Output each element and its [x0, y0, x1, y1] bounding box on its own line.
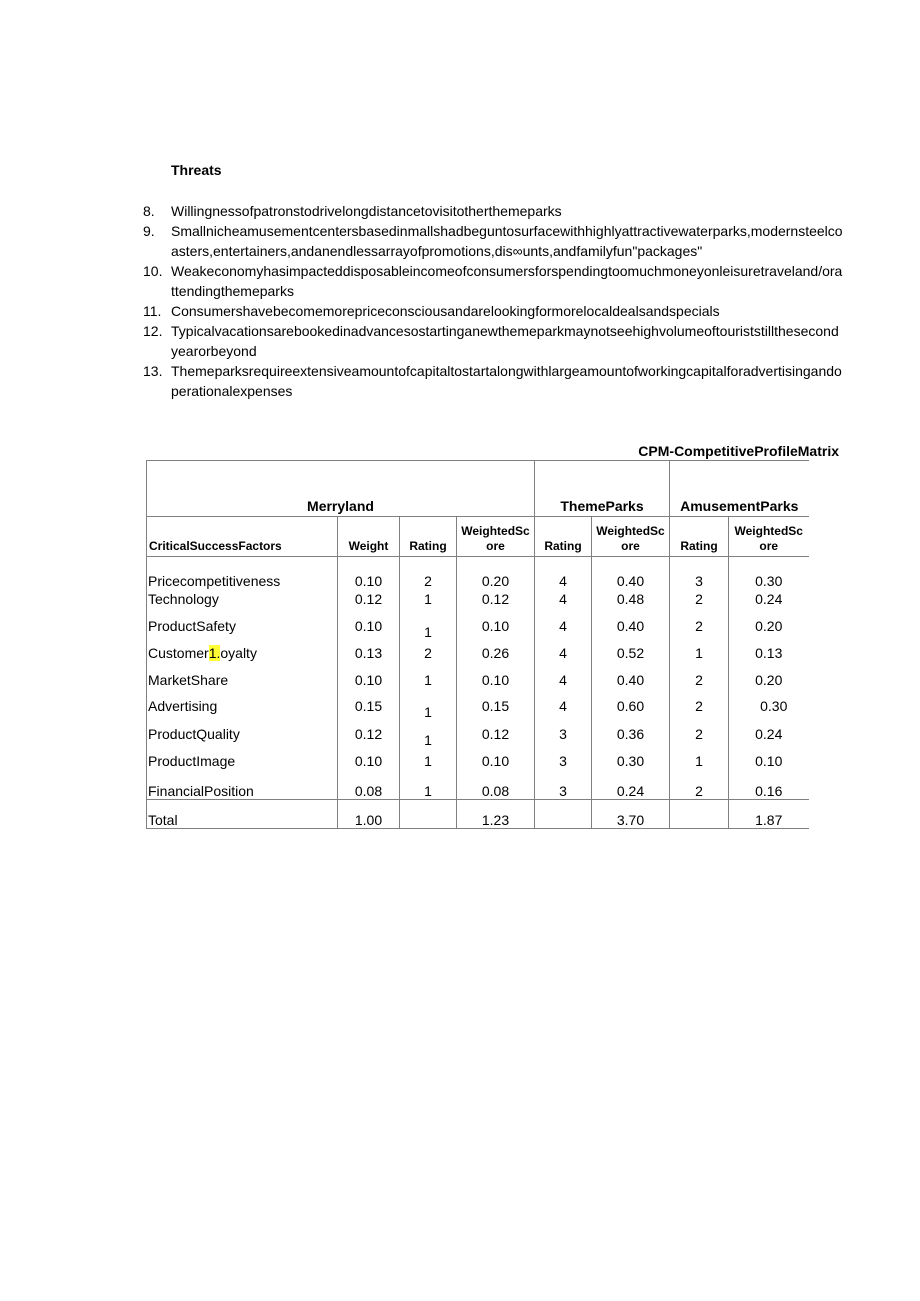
- table-row: [147, 714, 809, 742]
- rating-cell: 4: [535, 589, 592, 607]
- threat-item: [143, 321, 843, 361]
- score-cell: 0.13: [755, 644, 783, 661]
- rating-value: 1: [424, 703, 432, 720]
- rating-cell: 2: [670, 607, 729, 634]
- table-row: [147, 634, 809, 661]
- rating-value: 1: [424, 623, 432, 640]
- threat-text: Willingnessofpatronstodrivelongdistancetovisitotherthemeparks: [171, 203, 562, 219]
- weight-cell: 0.12: [338, 714, 400, 742]
- group-amusementparks: AmusementParks: [670, 461, 809, 517]
- header-weighted-score-line1: WeightedSc: [596, 524, 665, 538]
- factor-cell: MarketShare: [147, 661, 338, 688]
- total-row: [147, 800, 809, 829]
- score-value: 0.30: [760, 697, 788, 714]
- total-weight: 1.00: [338, 800, 400, 829]
- table-row: [147, 607, 809, 634]
- score-cell: 0.10: [457, 607, 535, 634]
- score-cell: 0.24: [755, 725, 783, 742]
- score-cell: 0.12: [457, 589, 535, 607]
- rating-cell: 1: [400, 742, 457, 769]
- rating-cell: 4: [535, 688, 592, 714]
- score-cell: 0.52: [592, 634, 670, 661]
- threat-text: Themeparksrequireextensiveamountofcapitaltostartalongwithlargeamountofworkingcapitalforadvertisingandoperationalexpenses: [171, 363, 842, 399]
- header-weighted-score-line1: WeightedSc: [734, 524, 803, 538]
- table-row: [147, 742, 809, 769]
- cpm-table: [146, 460, 809, 829]
- rating-cell: 3: [535, 742, 592, 769]
- header-weighted-score: [457, 517, 535, 557]
- rating-cell: 3: [535, 714, 592, 742]
- weight-cell: 0.10: [338, 742, 400, 769]
- group-themeparks: ThemeParks: [535, 461, 670, 517]
- factor-cell: Advertising: [147, 688, 338, 714]
- factor-cell: ProductQuality: [147, 714, 338, 742]
- score-cell: 0.10: [457, 661, 535, 688]
- score-cell: 0.60: [592, 688, 670, 714]
- rating-cell: 3: [670, 557, 729, 589]
- weight-cell: 0.13: [338, 634, 400, 661]
- score-cell: 0.20: [755, 671, 783, 688]
- table-row: [147, 769, 809, 800]
- factor-cell: Technology: [147, 589, 338, 607]
- header-rating: Rating: [670, 517, 729, 557]
- rating-cell: 2: [670, 714, 729, 742]
- rating-cell: 2: [400, 557, 457, 589]
- score-cell: 0.24: [592, 769, 670, 800]
- table-row: [147, 557, 809, 589]
- total-score: 3.70: [592, 800, 670, 829]
- score-cell: 0.10: [457, 742, 535, 769]
- score-cell: 0.24: [755, 590, 783, 607]
- group-merryland: Merryland: [147, 461, 535, 517]
- threat-text: Smallnicheamusementcentersbasedinmallshadbeguntosurfacewithhighlyattractivewaterparks,modernsteelcoasters,entertainers,andanendlessarrayofpromotions,dis∞unts,andfamilyfun"packages": [171, 223, 843, 259]
- rating-cell: 3: [535, 769, 592, 800]
- highlighted-text: 1.: [208, 644, 221, 661]
- score-cell: 0.30: [755, 572, 783, 589]
- score-cell: 0.26: [457, 634, 535, 661]
- rating-cell: 1: [670, 742, 729, 769]
- factor-cell: ProductSafety: [147, 607, 338, 634]
- group-header-row: [147, 461, 809, 517]
- weight-cell: 0.10: [338, 661, 400, 688]
- factor-text: oyalty: [220, 644, 257, 661]
- total-label: Total: [147, 800, 338, 829]
- threat-item: [143, 301, 843, 321]
- rating-cell: 4: [535, 557, 592, 589]
- rating-cell: 4: [535, 607, 592, 634]
- score-cell: 0.40: [592, 607, 670, 634]
- rating-cell: 2: [670, 589, 729, 607]
- threat-text: Typicalvacationsarebookedinadvancesostartinganewthemeparkmaynotseehighvolumeoftouriststillthesecondyearorbeyond: [171, 323, 839, 359]
- threats-heading: Threats: [171, 162, 222, 178]
- header-rating: Rating: [400, 517, 457, 557]
- header-weight: Weight: [338, 517, 400, 557]
- header-weighted-score-line1: WeightedSc: [461, 524, 530, 538]
- rating-cell: 2: [670, 688, 729, 714]
- score-cell: 0.20: [457, 557, 535, 589]
- threat-number: 9.: [143, 223, 155, 239]
- score-cell: 0.15: [457, 688, 535, 714]
- header-weighted-score: [592, 517, 670, 557]
- rating-cell: 4: [535, 634, 592, 661]
- threat-number: 13.: [143, 363, 163, 379]
- column-header-row: [147, 517, 809, 557]
- weight-cell: 0.10: [338, 607, 400, 634]
- threat-number: 11.: [143, 303, 162, 319]
- factor-cell: Pricecompetitiveness: [147, 557, 338, 589]
- header-weighted-score-line2: ore: [759, 539, 779, 553]
- cpm-title: CPM-CompetitiveProfileMatrix: [638, 443, 839, 459]
- rating-cell: 4: [535, 661, 592, 688]
- score-cell: [729, 688, 809, 714]
- factor-text: Customer: [148, 644, 209, 661]
- weight-cell: 0.10: [338, 557, 400, 589]
- rating-cell: 1: [400, 661, 457, 688]
- threat-item: [143, 261, 843, 301]
- threat-item: [143, 201, 843, 221]
- rating-cell: 1: [670, 634, 729, 661]
- rating-cell: 1: [400, 589, 457, 607]
- threat-list: [143, 201, 843, 401]
- factor-cell: [147, 634, 338, 661]
- header-weighted-score-line2: ore: [486, 539, 505, 553]
- threat-item: [143, 221, 843, 261]
- rating-cell: 2: [670, 661, 729, 688]
- header-weighted-score-line2: ore: [621, 539, 640, 553]
- rating-cell: [400, 688, 457, 720]
- weight-cell: 0.15: [338, 688, 400, 714]
- score-cell: 0.40: [592, 557, 670, 589]
- factor-cell: FinancialPosition: [147, 769, 338, 800]
- threat-text: Consumershavebecomemorepriceconsciousandarelookingformorelocaldealsandspecials: [171, 303, 720, 319]
- threat-text: Weakeconomyhasimpacteddisposableincomeofconsumersforspendingtoomuchmoneyonleisuretraveland/orattendingthemeparks: [171, 263, 843, 299]
- rating-cell: 1: [400, 769, 457, 800]
- empty-cell: [535, 800, 592, 829]
- score-cell: 0.30: [592, 742, 670, 769]
- total-score: 1.87: [729, 800, 809, 829]
- score-cell: 0.12: [457, 714, 535, 742]
- rating-cell: [400, 607, 457, 640]
- score-cell: 0.48: [592, 589, 670, 607]
- threat-item: [143, 361, 843, 401]
- table-row: [147, 688, 809, 714]
- score-cell: 0.16: [755, 783, 783, 799]
- weight-cell: 0.08: [338, 769, 400, 800]
- rating-cell: 2: [670, 769, 729, 800]
- threat-number: 8.: [143, 203, 155, 219]
- rating-cell: 2: [400, 634, 457, 661]
- empty-cell: [670, 800, 729, 829]
- score-cell: 0.40: [592, 661, 670, 688]
- header-rating: Rating: [535, 517, 592, 557]
- score-cell: 0.08: [457, 769, 535, 800]
- rating-value: 1: [424, 731, 432, 748]
- threat-number: 12.: [143, 323, 163, 339]
- total-score: 1.23: [457, 800, 535, 829]
- table-row: [147, 661, 809, 688]
- factor-cell: ProductImage: [147, 742, 338, 769]
- score-cell: 0.10: [755, 752, 783, 769]
- header-weighted-score: [729, 517, 809, 557]
- score-cell: 0.36: [592, 714, 670, 742]
- threat-number: 10.: [143, 263, 163, 279]
- table-row: [147, 589, 809, 607]
- score-cell: 0.20: [755, 617, 783, 634]
- empty-cell: [400, 800, 457, 829]
- header-factors: CriticalSuccessFactors: [147, 517, 338, 557]
- weight-cell: 0.12: [338, 589, 400, 607]
